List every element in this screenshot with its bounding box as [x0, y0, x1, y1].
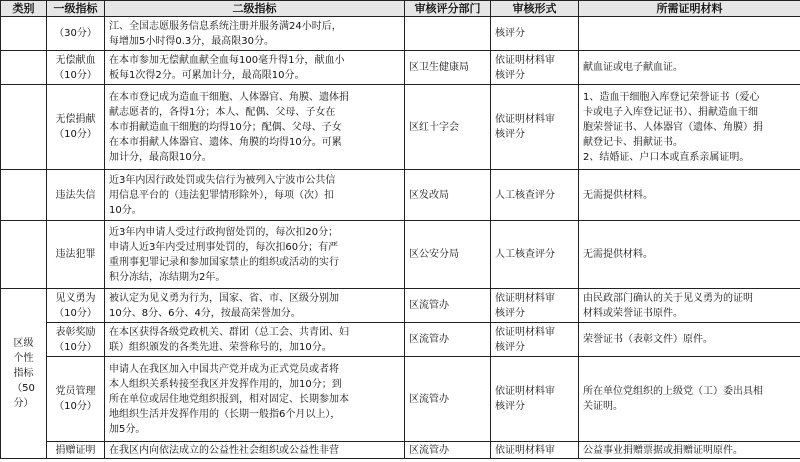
header-row	[1, 1, 800, 17]
criteria-line: 联）组织颁发的各类先进、荣誉称号的，加10分。	[109, 341, 332, 353]
criteria-line: 申请人在我区加入中国共产党并成为正式党员或者将	[109, 363, 339, 375]
indicator-line: （10分）	[54, 69, 97, 81]
criteria-line: 本市捐献造血干细胞的均得10分；配偶、父母、子女	[109, 121, 342, 133]
header-category: 类别	[1, 1, 47, 17]
category-cell-empty	[1, 17, 47, 51]
form-cell	[491, 323, 579, 357]
criteria-line: 被认定为见义勇为行为，国家、省、市、区级分别加	[109, 292, 339, 304]
table-row	[1, 323, 800, 357]
form-cell	[491, 442, 579, 459]
criteria-line: 近3年内因行政处罚或失信行为被列入宁波市公共信	[109, 174, 336, 186]
dept-cell	[405, 289, 491, 323]
criteria-line: 在本市登记成为造血干细胞、人体器官、角膜、遗体捐	[109, 91, 349, 103]
category-line: （50	[12, 383, 35, 394]
form-line: 核评分	[495, 307, 525, 319]
indicator-line: 见义勇为	[55, 292, 96, 304]
table-row	[1, 289, 800, 323]
indicator-line: （30分）	[54, 28, 97, 39]
form-line: 人工核查评分	[495, 249, 555, 260]
indicator-line: 违法失信	[55, 189, 96, 201]
indicator-cell	[47, 221, 105, 289]
criteria-line: 本人组织关系转接至我区并发挥作用的，加10分；到	[109, 378, 342, 390]
form-line: 依证明材料审	[495, 114, 555, 125]
criteria-cell	[105, 357, 405, 442]
form-line: 人工核查评分	[495, 189, 555, 201]
form-cell	[491, 289, 579, 323]
indicator-cell	[47, 85, 105, 170]
materials-line: 2、结婚证、户口本或直系亲属证明。	[583, 151, 750, 163]
materials-line: 献血证或电子献血证。	[583, 62, 683, 73]
dept-cell	[405, 17, 491, 51]
criteria-line: 所在单位或居住地党组织报到，相对固定、长期参加本	[109, 393, 349, 405]
indicator-cell	[47, 17, 105, 51]
criteria-cell	[105, 85, 405, 170]
indicator-cell	[47, 170, 105, 221]
dept-cell	[405, 170, 491, 221]
header-materials: 所需证明材料	[579, 1, 800, 17]
materials-line: 关证明。	[583, 401, 623, 412]
materials-cell	[579, 51, 800, 85]
indicator-cell	[47, 289, 105, 323]
indicator-line: （10分）	[54, 307, 97, 319]
criteria-line: 献志愿者的，各得1分；本人、配偶、父母、子女在	[109, 106, 336, 118]
header-indicator-2: 二级指标	[105, 1, 405, 17]
category-line: 分）	[13, 398, 34, 409]
category-cell-empty	[1, 170, 47, 221]
indicator-line: 捐赠证明	[55, 444, 96, 456]
table-row	[1, 85, 800, 170]
indicator-line: 党员管理	[55, 386, 96, 397]
table-row	[1, 357, 800, 442]
indicator-line: 表彰奖励	[55, 326, 96, 338]
materials-line: 胞荣誉证书、人体器官（遗体、角膜）捐	[583, 121, 763, 133]
criteria-line: 在本市参加无偿献血献全血每100毫升得1分，献血小	[109, 54, 345, 66]
indicator-cell	[47, 357, 105, 442]
dept-cell	[405, 442, 491, 459]
category-cell-empty	[1, 85, 47, 170]
category-cell-empty	[1, 51, 47, 85]
criteria-line: 近3年内申请人受过行政拘留处罚的，每次扣20分；	[109, 226, 339, 238]
materials-cell	[579, 323, 800, 357]
materials-line: 由民政部门确认的关于见义勇为的证明	[583, 292, 753, 304]
criteria-line: 积分冻结，冻结期为2年。	[109, 271, 226, 283]
materials-cell	[579, 85, 800, 170]
materials-line: 卡或电子入库登记证书）、捐献造血干细	[583, 106, 758, 118]
dept-line: 区发改局	[409, 189, 449, 201]
criteria-line: 重刑事犯罪记录和参加国家禁止的组织或活动的实行	[109, 256, 339, 268]
dept-line: 区流管办	[409, 300, 449, 311]
materials-line: 所在单位党组织的上级党（工）委出具相	[583, 386, 763, 397]
form-cell	[491, 17, 579, 51]
criteria-line: 申请人近3年内受过刑事处罚的，每次扣60分；有严	[109, 241, 339, 253]
criteria-line: 10分、8分、6分、4分，按最高荣誉加分。	[109, 307, 301, 319]
table-row	[1, 17, 800, 51]
indicator-cell	[47, 323, 105, 357]
indicator-line: （10分）	[54, 341, 97, 353]
dept-cell	[405, 221, 491, 289]
criteria-line: 每增加5小时得0.3分，最高限30分。	[109, 35, 274, 47]
form-line: 依证明材料审	[495, 386, 555, 397]
criteria-line: 在本市捐献人体器官、遗体、角膜的均得10分。可累	[109, 136, 342, 148]
indicator-cell	[47, 442, 105, 459]
indicator-line: 无偿献血	[55, 54, 96, 66]
materials-line: 无需提供材料。	[583, 249, 653, 260]
criteria-cell	[105, 17, 405, 51]
dept-cell	[405, 51, 491, 85]
criteria-line: 加计分，最高限10分。	[109, 151, 212, 163]
header-indicator-1: 一级指标	[47, 1, 105, 17]
criteria-cell	[105, 323, 405, 357]
form-cell	[491, 357, 579, 442]
form-line: 核评分	[495, 341, 525, 353]
indicator-line: 无偿捐献	[55, 114, 96, 125]
criteria-cell	[105, 51, 405, 85]
materials-cell	[579, 357, 800, 442]
criteria-line: 在本区获得各级党政机关、群团（总工会、共青团、妇	[109, 326, 349, 338]
indicator-line: （10分）	[54, 129, 97, 140]
materials-cell	[579, 289, 800, 323]
header-review-dept: 审核评分部门	[405, 1, 491, 17]
indicator-line: 违法犯罪	[55, 249, 96, 260]
criteria-cell	[105, 170, 405, 221]
materials-line: 无需提供材料。	[583, 189, 653, 201]
form-line: 依证明材料审	[495, 292, 555, 304]
header-review-form: 审核形式	[491, 1, 579, 17]
criteria-cell	[105, 442, 405, 459]
materials-cell	[579, 442, 800, 459]
criteria-line: 用信息平台的（违法犯罪情形除外），每项（次）扣	[109, 189, 334, 201]
criteria-line: 地组织生活并发挥作用的（长期一般指6个月以上），	[109, 408, 341, 420]
category-line: 指标	[13, 368, 34, 379]
materials-line: 荣誉证书（表彰文件）原件。	[583, 334, 713, 345]
indicator-cell	[47, 51, 105, 85]
category-cell-empty	[1, 221, 47, 289]
criteria-line: 在我区内向依法成立的公益性社会组织或公益性非营	[109, 444, 339, 456]
form-line: 核评分	[495, 401, 525, 412]
materials-line: 材料或荣誉证书原件。	[583, 307, 683, 319]
form-line: 依证明材料审	[495, 54, 555, 66]
category-cell	[1, 289, 47, 459]
category-line: 区级	[13, 338, 34, 349]
materials-cell	[579, 17, 800, 51]
form-line: 核评分	[495, 28, 525, 39]
criteria-line: 10分。	[109, 204, 142, 216]
dept-line: 区公安分局	[409, 249, 459, 260]
table-row	[1, 442, 800, 459]
dept-cell	[405, 85, 491, 170]
dept-line: 区流管办	[409, 393, 449, 405]
criteria-line: 板每1次得2分。可累加计分，最高限10分。	[109, 69, 305, 81]
table-row	[1, 51, 800, 85]
form-line: 核评分	[495, 129, 525, 140]
criteria-line: 江、全国志愿服务信息系统注册并服务满24小时后，	[109, 20, 342, 32]
dept-line: 区红十字会	[409, 121, 459, 133]
criteria-cell	[105, 221, 405, 289]
dept-line: 区卫生健康局	[409, 62, 469, 73]
materials-line: 1、造血干细胞入库登记荣誉证书（爱心	[583, 91, 760, 103]
criteria-line: 加5分。	[109, 423, 146, 435]
materials-line: 公益事业捐赠票据或捐赠证明原件。	[583, 444, 743, 456]
dept-line: 区流管办	[409, 334, 449, 345]
criteria-cell	[105, 289, 405, 323]
form-cell	[491, 170, 579, 221]
form-cell	[491, 85, 579, 170]
indicator-line: （10分）	[54, 401, 97, 412]
dept-cell	[405, 357, 491, 442]
dept-line: 区流管办	[409, 444, 449, 456]
materials-cell	[579, 170, 800, 221]
materials-line: 献登记卡、捐献证书。	[583, 136, 683, 148]
form-cell	[491, 51, 579, 85]
table-row	[1, 170, 800, 221]
dept-cell	[405, 323, 491, 357]
category-line: 个性	[13, 353, 34, 364]
form-line: 依证明材料审	[495, 444, 555, 456]
materials-cell	[579, 221, 800, 289]
form-line: 核评分	[495, 69, 525, 81]
form-line: 依证明材料审	[495, 326, 555, 338]
table-row	[1, 221, 800, 289]
form-cell	[491, 221, 579, 289]
